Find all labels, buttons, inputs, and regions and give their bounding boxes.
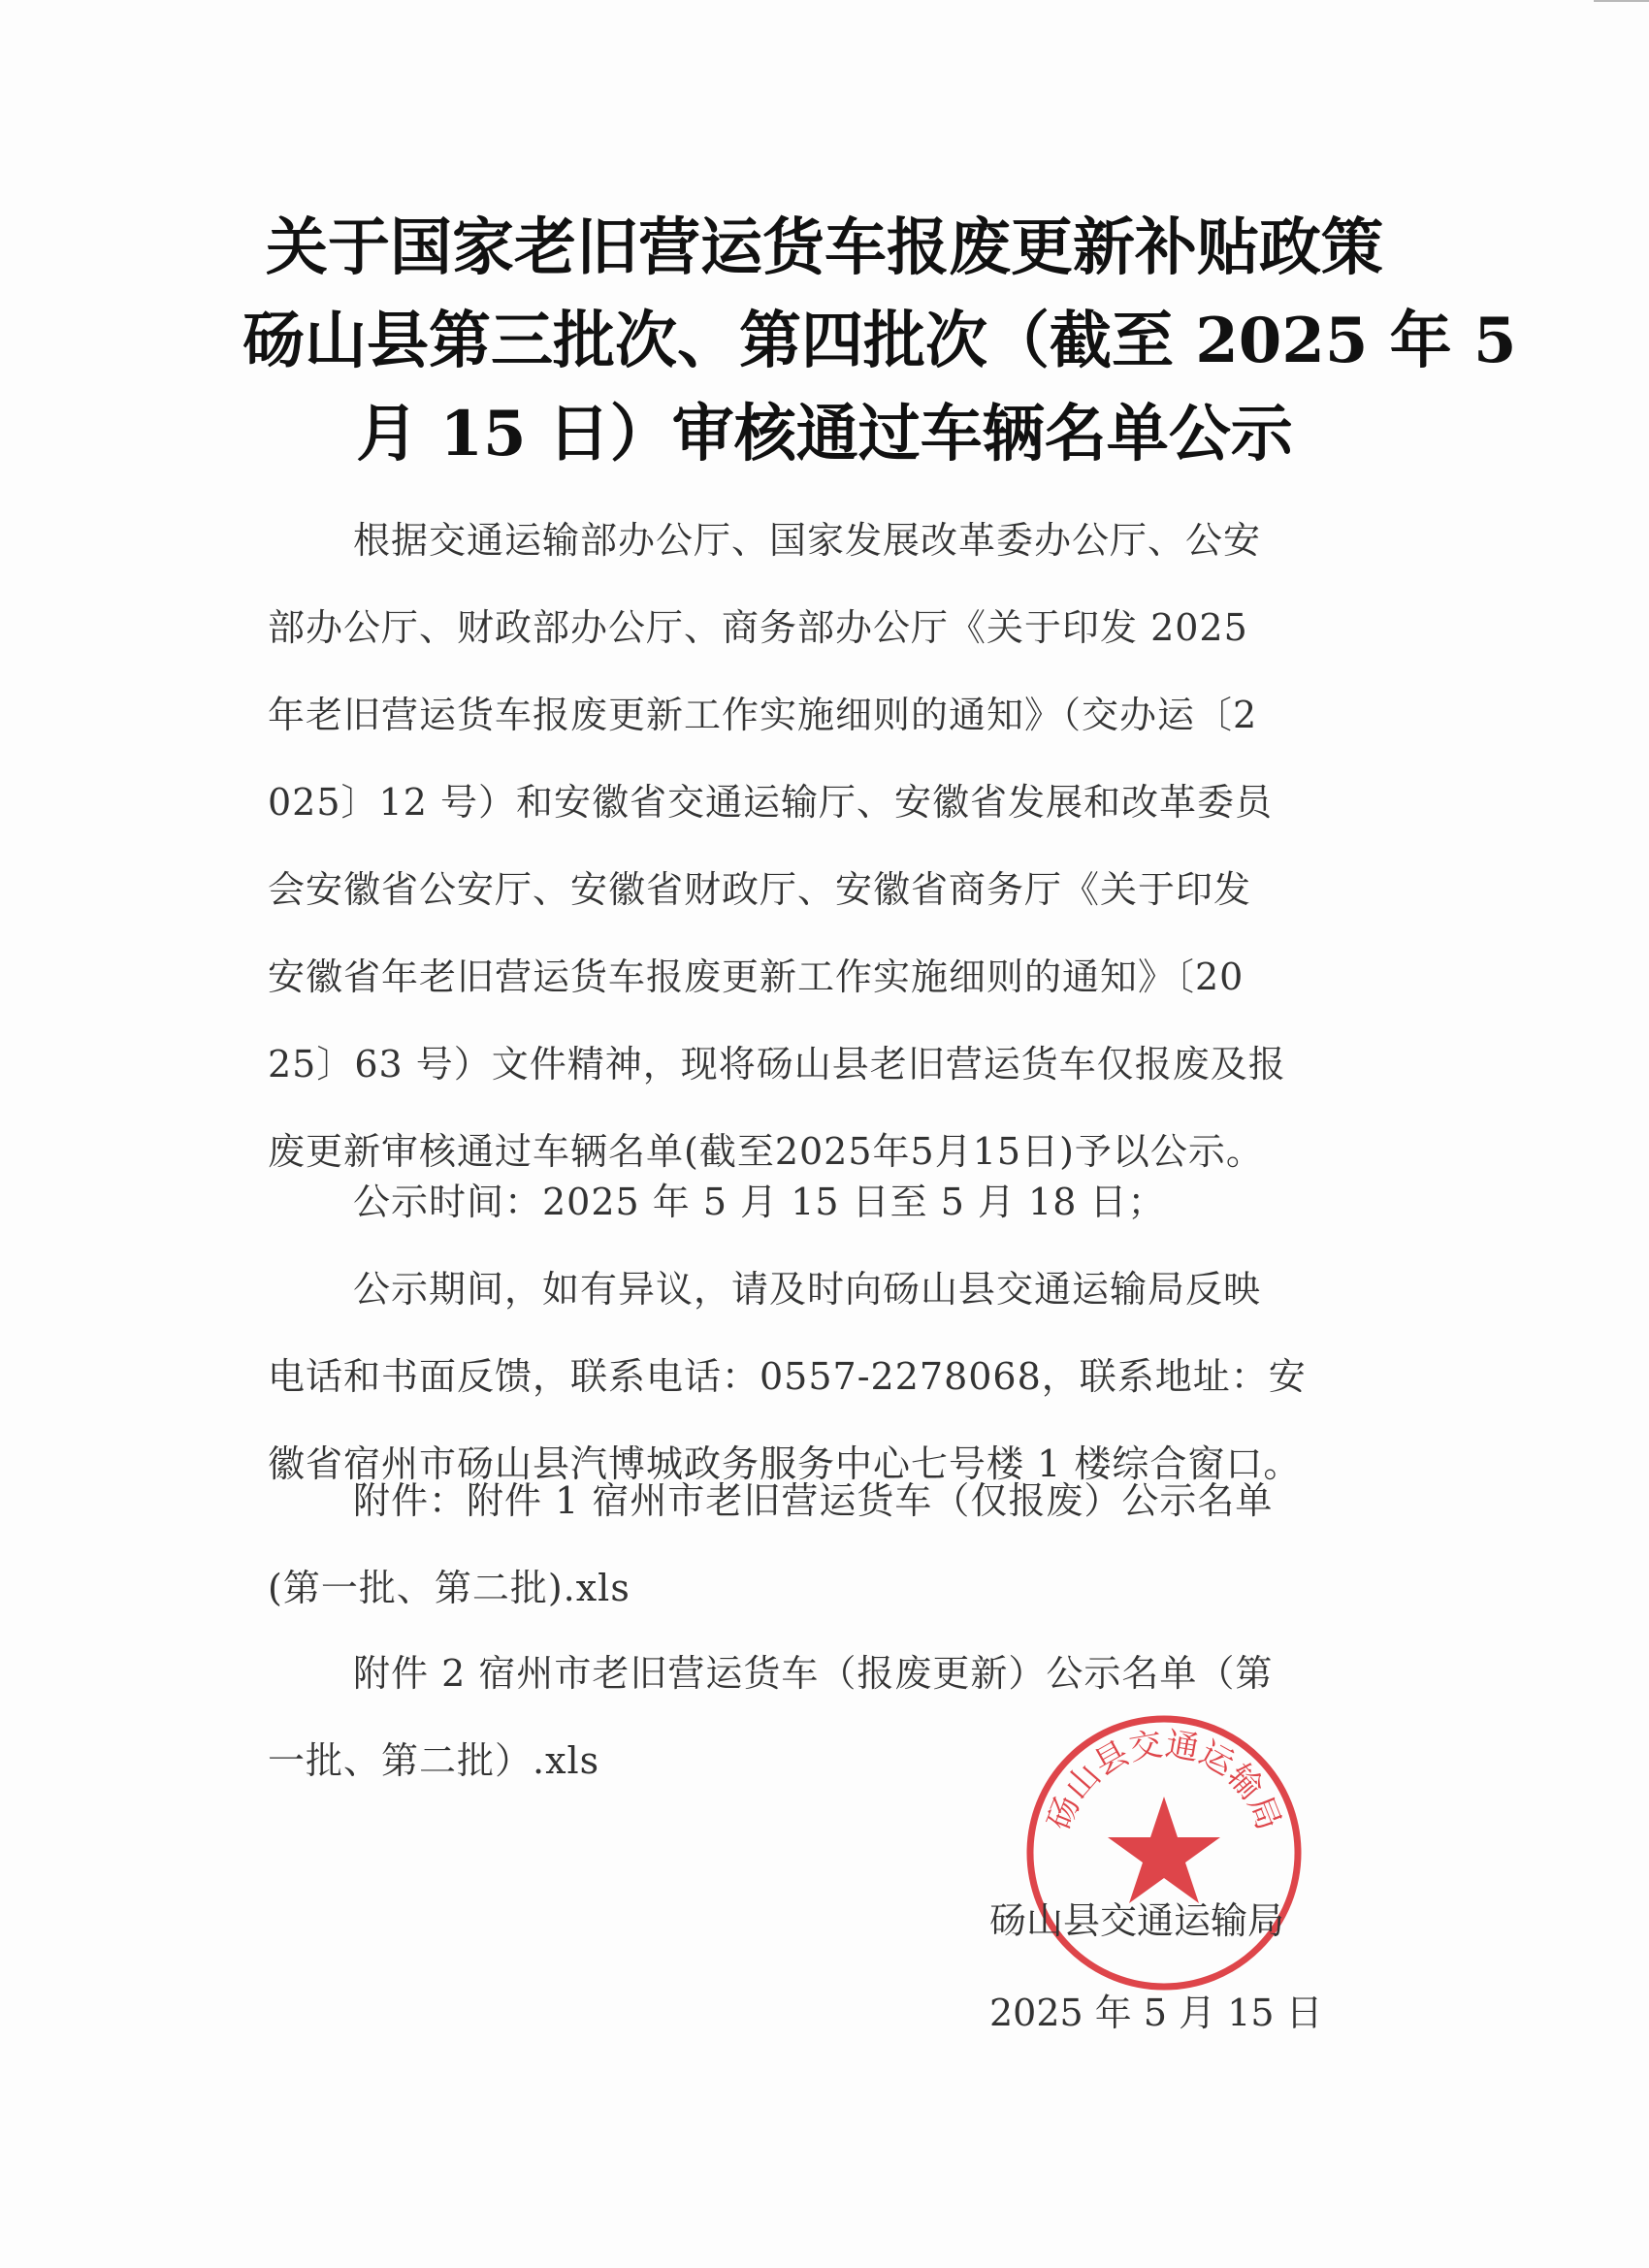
document-title	[242, 202, 1517, 481]
paragraph-line: 附件 2 宿州市老旧营运货车（报废更新）公示名单（第	[353, 1652, 1274, 1695]
paragraph-line: 25〕63 号）文件精神，现将砀山县老旧营运货车仅报废及报	[268, 1043, 1286, 1085]
title-line-2: 砀山县第三批次、第四批次（截至 2025 年 5	[242, 305, 1517, 377]
paragraph-line: 根据交通运输部办公厅、国家发展改革委办公厅、公安	[353, 519, 1262, 562]
paragraph-line: 附件：附件 1 宿州市老旧营运货车（仅报废）公示名单	[353, 1479, 1274, 1522]
issue-date: 2025 年 5 月 15 日	[989, 1992, 1323, 2034]
paragraph-line: 部办公厅、财政部办公厅、商务部办公厅《关于印发 2025	[268, 606, 1248, 649]
paragraph-line: 废更新审核通过车辆名单(截至2025年5月15日)予以公示。	[268, 1130, 1264, 1173]
seal-text: 砀山县交通运输局	[1039, 1725, 1289, 1836]
paragraph-line: 一批、第二批）.xls	[268, 1739, 600, 1782]
paragraph-line: 电话和书面反馈，联系电话：0557-2278068，联系地址：安	[268, 1355, 1307, 1398]
body-paragraph-1	[268, 497, 1393, 1195]
body-paragraph-2	[268, 1158, 1393, 1246]
paragraph-line: 年老旧营运货车报废更新工作实施细则的通知》（交办运〔2	[268, 694, 1258, 736]
paragraph-line: (第一批、第二批).xls	[268, 1567, 630, 1609]
paragraph-line: 公示期间，如有异议，请及时向砀山县交通运输局反映	[353, 1268, 1262, 1311]
title-line-3: 月 15 日）审核通过车辆名单公示	[356, 398, 1293, 470]
paragraph-line: 025〕12 号）和安徽省交通运输厅、安徽省发展和改革委员	[268, 781, 1273, 824]
title-line-1: 关于国家老旧营运货车报废更新补贴政策	[266, 211, 1383, 284]
paragraph-line: 徽省宿州市砀山县汽博城政务服务中心七号楼 1 楼综合窗口。	[268, 1442, 1302, 1485]
attachment-1	[268, 1457, 1393, 1632]
scan-edge-line	[1594, 0, 1649, 2]
paragraph-line: 会安徽省公安厅、安徽省财政厅、安徽省商务厅《关于印发	[268, 868, 1252, 911]
issuing-organization: 砀山县交通运输局	[989, 1899, 1285, 1942]
paragraph-line: 公示时间：2025 年 5 月 15 日至 5 月 18 日；	[353, 1181, 1166, 1223]
paragraph-line: 安徽省年老旧营运货车报废更新工作实施细则的通知》〔20	[268, 956, 1245, 998]
